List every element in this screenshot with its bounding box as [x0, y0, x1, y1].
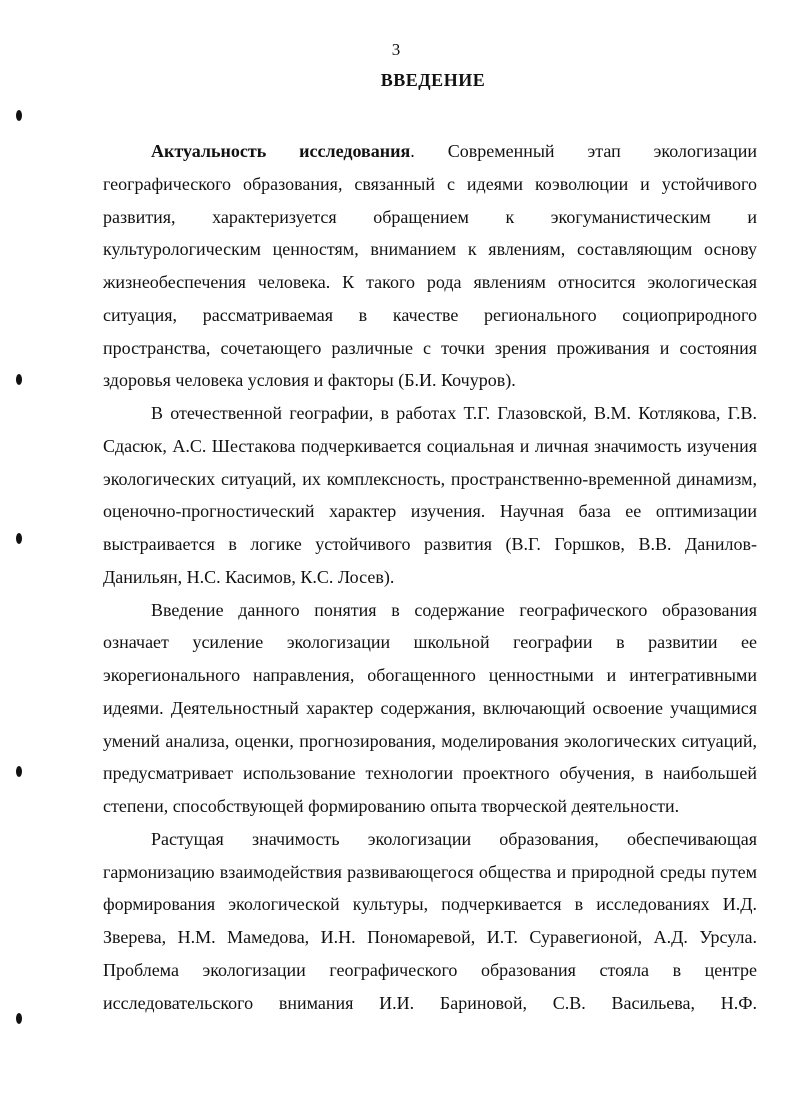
- binding-hole-mark: [16, 766, 22, 777]
- paragraph-concept-introduction: Введение данного понятия в содержание географического образования означает усиление экологизации школьной географии в развитии ее экорегионального направления, обогащенного ценностными и интегративными идеями. Деятельностный характер содержания, включающий освоение учащимися умений анализа, оценки, прогнозирования, моделирования экологических ситуаций, предусматривает использование технологии проектного обучения, в наибольшей степени, способствующей формированию опыта творческой деятельности.: [103, 599, 757, 816]
- binding-hole-mark: [16, 1013, 22, 1024]
- paragraph-relevance: [103, 135, 757, 397]
- binding-hole-mark: [16, 374, 22, 385]
- binding-hole-mark: [16, 110, 22, 121]
- binding-hole-mark: [16, 533, 22, 544]
- body-text: [103, 135, 757, 1019]
- section-lead: Актуальность исследования: [151, 141, 411, 161]
- paragraph-growing-significance: Растущая значимость экологизации образования, обеспечивающая гармонизацию взаимодействия развивающегося общества и природной среды путем формирования экологической культуры, подчеркивается в исследованиях И.Д. Зверева, Н.М. Мамедова, И.Н. Пономаревой, И.Т. Суравегионой, А.Д. Урсула. Проблема экологизации географического образования стояла в центре исследовательского внимания И.И. Бариновой, С.В. Васильева, Н.Ф.: [103, 828, 757, 1013]
- paragraph-domestic-geography: В отечественной географии, в работах Т.Г. Глазовской, В.М. Котлякова, Г.В. Сдасюк, А.С. Шестакова подчеркивается социальная и личная значимость изучения экологических ситуаций, их комплексность, пространственно-временной динамизм, оценочно-прогностический характер изучения. Научная база ее оптимизации выстраивается в логике устойчивого развития (В.Г. Горшков, В.В. Данилов-Данильян, Н.С. Касимов, К.С. Лосев).: [103, 403, 757, 587]
- page-title: ВВЕДЕНИЕ: [380, 70, 486, 90]
- page-number: 3: [391, 40, 401, 59]
- paragraph-text: . Современный этап экологизации географического образования, связанный с идеями коэволюции и устойчивого развития, характеризуется обращением к экогуманистическим и культурологическим ценностям, вниманием к явлениям, составляющим основу жизнеобеспечения человека. К такого рода явлениям относится экологическая ситуация, рассматриваемая в качестве регионального социоприродного пространства, сочетающего различные с точки зрения проживания и состояния здоровья человека условия и факторы (Б.И. Кочуров).: [103, 141, 757, 391]
